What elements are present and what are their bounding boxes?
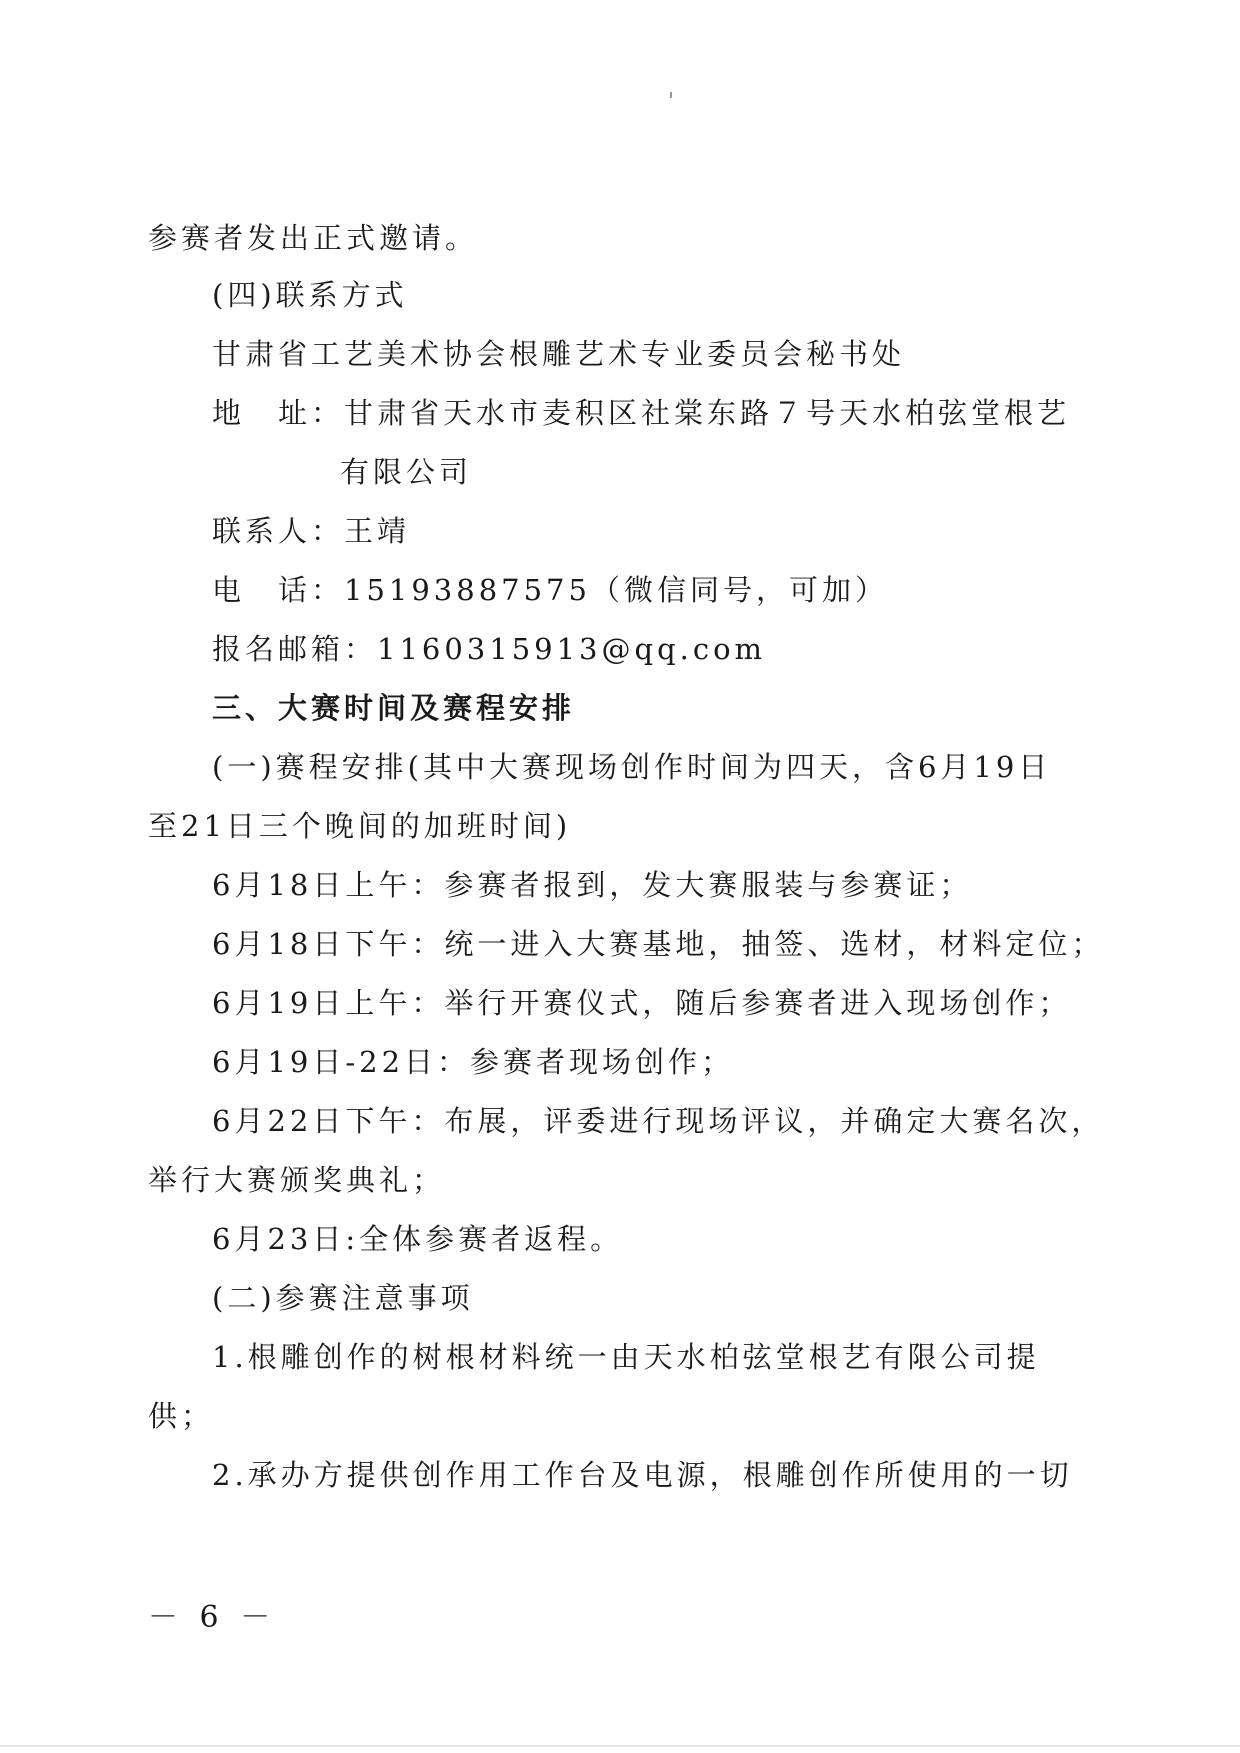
schedule-item-2: 6月18日下午：统一进入大赛基地，抽签、选材，材料定位；: [212, 927, 1105, 961]
schedule-item-4: 6月19日-22日：参赛者现场创作；: [212, 1045, 735, 1079]
text-line-contact-person: 联系人：王靖: [212, 514, 411, 548]
scan-speck: [670, 92, 672, 98]
page-number: － 6 －: [148, 1600, 277, 1635]
text-line-secretariat: 甘肃省工艺美术协会根雕艺术专业委员会秘书处: [212, 337, 906, 371]
heading-contact-info: (四)联系方式: [212, 278, 408, 312]
schedule-item-6: 6月23日:全体参赛者返程。: [212, 1222, 624, 1256]
note-item-1-cont: 供；: [148, 1399, 215, 1433]
schedule-item-5: 6月22日下午：布展，评委进行现场评议，并确定大赛名次，: [212, 1104, 1105, 1138]
note-item-2: 2.承办方提供创作用工作台及电源，根雕创作所使用的一切: [212, 1458, 1073, 1492]
heading-notes: (二)参赛注意事项: [212, 1281, 474, 1315]
section-heading-schedule: 三、大赛时间及赛程安排: [212, 691, 576, 725]
text-line-phone: 电 话：15193887575（微信同号，可加）: [212, 573, 888, 607]
note-item-1: 1.根雕创作的树根材料统一由天水柏弦堂根艺有限公司提: [212, 1340, 1040, 1374]
text-line-address-cont: 有限公司: [340, 455, 473, 489]
text-line-schedule-cont: 至21日三个晚间的加班时间): [148, 809, 572, 843]
text-line-invitation-end: 参赛者发出正式邀请。: [148, 221, 479, 255]
text-line-address: 地 址：甘肃省天水市麦积区社棠东路７号天水柏弦堂根艺: [212, 396, 1071, 430]
schedule-item-1: 6月18日上午：参赛者报到，发大赛服装与参赛证；: [212, 868, 973, 902]
scan-bottom-edge: [0, 1745, 1240, 1747]
schedule-item-5-cont: 举行大赛颁奖典礼；: [148, 1163, 446, 1197]
heading-schedule-arrangement: (一)赛程安排(其中大赛现场创作时间为四天，含6月19日: [212, 750, 1052, 784]
schedule-item-3: 6月19日上午：举行开赛仪式，随后参赛者进入现场创作；: [212, 986, 1072, 1020]
text-line-email: 报名邮箱：1160315913@qq.com: [212, 632, 767, 666]
